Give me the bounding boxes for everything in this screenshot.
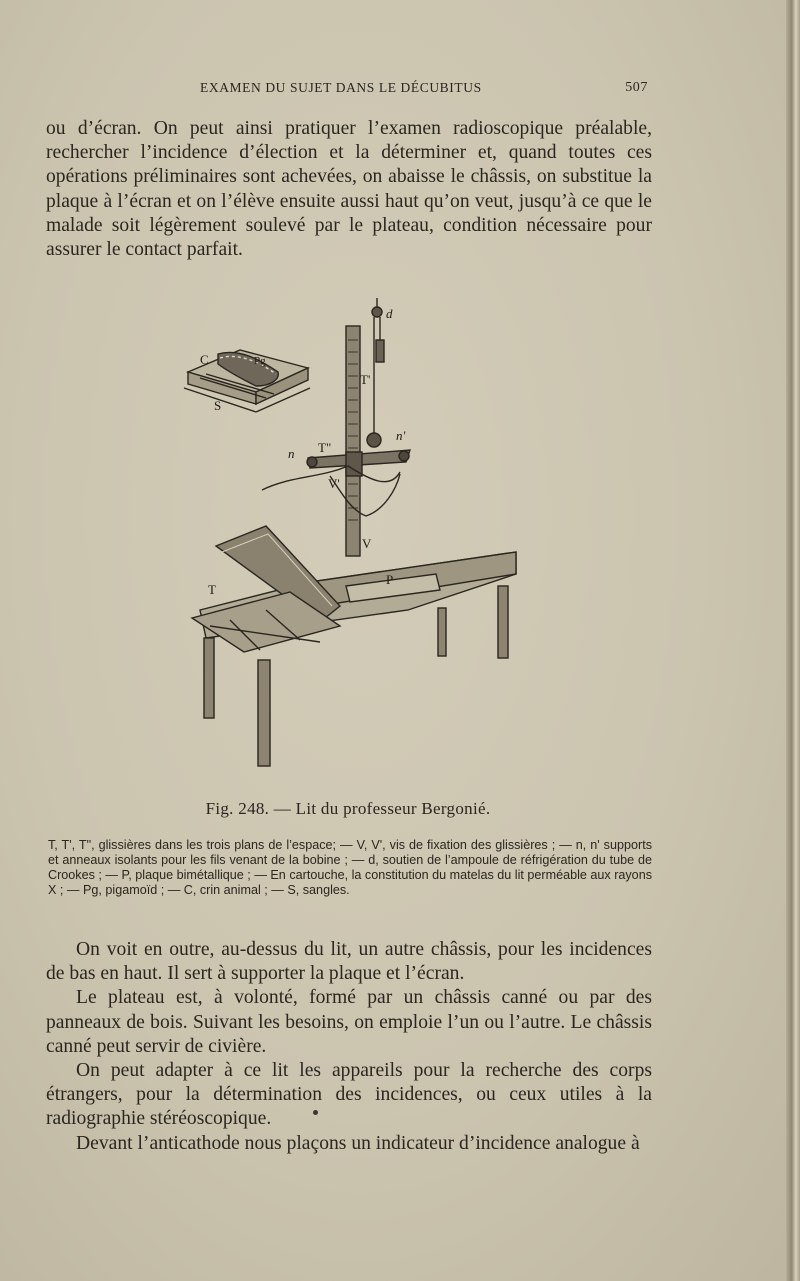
- label-n-prime: n': [396, 428, 406, 443]
- figure-caption: Fig. 248. — Lit du professeur Bergonié.: [205, 799, 491, 818]
- paragraph: On peut adapter à ce lit les appareils pour la recherche des corps étrangers, pour la détermination des incidences, ou ceux utiles à la radiographie stéréoscopique.: [46, 1060, 652, 1130]
- paragraph-text: ou d’écran. On peut ainsi pratiquer l’examen radioscopique préalable, rechercher l’incidence d’élection et la déterminer et, quand toutes ces opérations préliminaires sont achevées, on abaisse le châssis, on substitue la plaque à l’écran et on l’élève ensuite aussi haut qu’on veut, jusqu’à ce que le malade soit légèrement soulevé par le plateau, condition nécessaire pour assurer le contact parfait.: [46, 118, 652, 261]
- label-t-double-prime: T": [318, 440, 332, 455]
- running-head-title: EXAMEN DU SUJET DANS LE DÉCUBITUS: [200, 80, 482, 95]
- figure-bed-illustration: [170, 290, 550, 780]
- label-t: T: [208, 582, 216, 597]
- running-head: [46, 80, 648, 100]
- paragraph: Devant l’anticathode nous plaçons un indicateur d’incidence analogue à: [76, 1132, 640, 1154]
- label-t-prime: T': [360, 372, 371, 387]
- label-c: C: [200, 352, 209, 367]
- ink-spot: [313, 1110, 318, 1115]
- label-n: n: [288, 446, 295, 461]
- paragraph: Le plateau est, à volonté, formé par un châssis canné ou par des panneaux de bois. Suivant les besoins, on emploie l’un ou l’autre. Le châssis canné peut servir de civière.: [46, 987, 652, 1057]
- page-edge: [786, 0, 800, 1281]
- figure-legend: T, T', T", glissières dans les trois plans de l’espace; — V, V', vis de fixation des glissières ; — n, n' supports et anneaux isolants pour les fils venant de la bobine ; — d, soutien de l’ampoule de réfrigération du tube de Crookes ; — P, plaque bimétallique ; — En cartouche, la constitution du matelas du lit perméable aux rayons X ; — Pg, pigamoïd ; — C, crin animal ; — S, sangles.: [48, 838, 652, 897]
- body-paragraphs-bottom: [46, 938, 652, 1156]
- label-d: d: [386, 306, 393, 321]
- page-number: 507: [625, 80, 648, 95]
- label-pg: Pg: [254, 355, 266, 367]
- body-paragraph-top: [46, 117, 652, 262]
- label-p: P: [386, 572, 394, 587]
- label-s: S: [214, 398, 222, 413]
- label-v-prime: V': [328, 476, 340, 491]
- paragraph: On voit en outre, au-dessus du lit, un autre châssis, pour les incidences de bas en haut. Il sert à supporter la plaque et l’écran.: [46, 939, 652, 985]
- label-v: V: [362, 536, 372, 551]
